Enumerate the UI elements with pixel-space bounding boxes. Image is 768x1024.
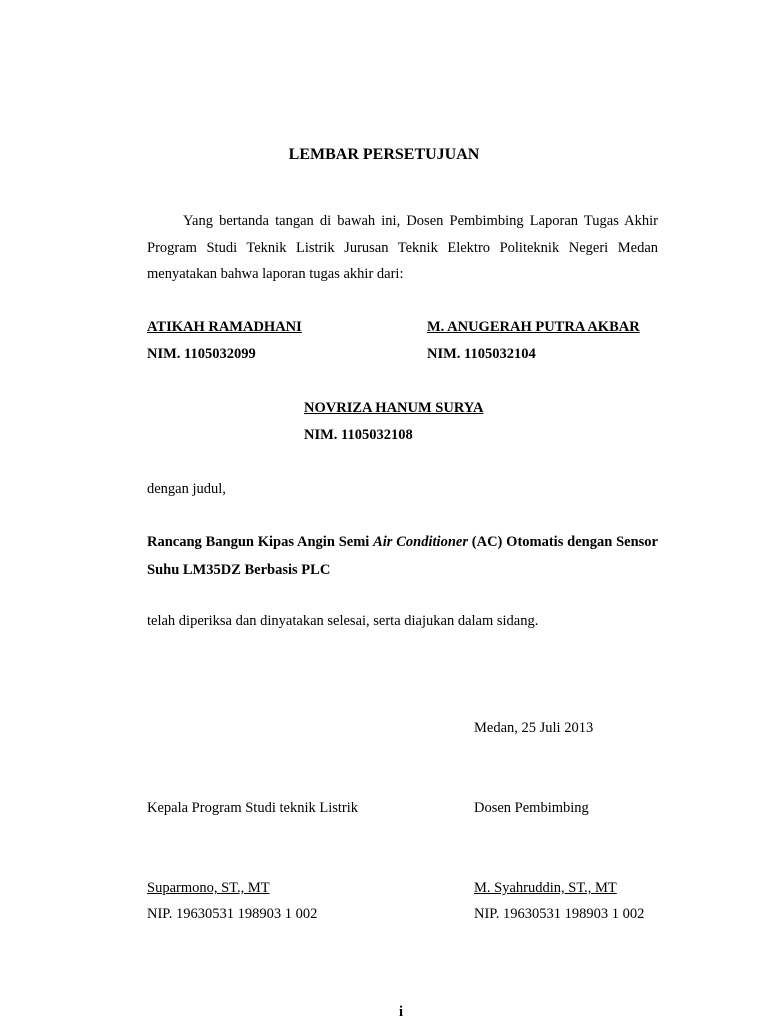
signatory-nip-1: NIP. 19630531 198903 1 002 xyxy=(147,906,318,922)
thesis-title-part-1: Rancang Bangun Kipas Angin Semi xyxy=(147,534,374,550)
signatory-role-1: Kepala Program Studi teknik Listrik xyxy=(147,800,359,816)
signatory-nip-2: NIP. 19630531 198903 1 002 xyxy=(474,906,645,922)
student-nim-1: NIM. 1105032099 xyxy=(147,346,256,362)
student-name-2: M. ANUGERAH PUTRA AKBAR xyxy=(427,319,640,335)
page-title: LEMBAR PERSETUJUAN xyxy=(288,146,480,163)
title-intro-label: dengan judul, xyxy=(147,481,226,497)
thesis-title xyxy=(147,529,658,584)
student-nim-3: NIM. 1105032108 xyxy=(304,427,413,443)
thesis-title-italic: Air Conditioner xyxy=(373,534,468,550)
student-nim-2: NIM. 1105032104 xyxy=(427,346,536,362)
intro-paragraph: Yang bertanda tangan di bawah ini, Dosen Pembimbing Laporan Tugas Akhir Program Studi Teknik Listrik Jurusan Teknik Elektro Politeknik Negeri Medan menyatakan bahwa laporan tugas akhir dari: xyxy=(147,213,658,282)
thesis-title-part-2: (AC) Otomatis dengan Sensor Suhu LM35DZ Berbasis PLC xyxy=(147,534,658,578)
student-name-3: NOVRIZA HANUM SURYA xyxy=(304,400,484,416)
signatory-name-1: Suparmono, ST., MT xyxy=(147,880,270,896)
closing-statement: telah diperiksa dan dinyatakan selesai, serta diajukan dalam sidang. xyxy=(147,613,539,629)
signatory-name-2: M. Syahruddin, ST., MT xyxy=(474,880,617,896)
place-date: Medan, 25 Juli 2013 xyxy=(474,720,594,736)
page-number: i xyxy=(398,1004,404,1020)
student-name-1: ATIKAH RAMADHANI xyxy=(147,319,302,335)
signatory-role-2: Dosen Pembimbing xyxy=(474,800,589,816)
